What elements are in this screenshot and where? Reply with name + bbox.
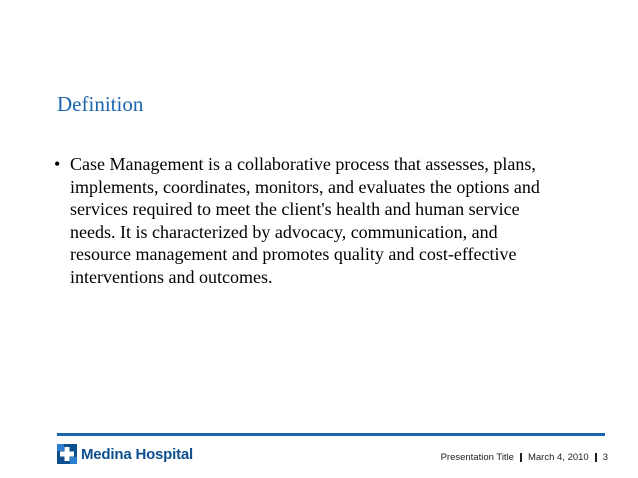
slide-title: Definition [57, 92, 144, 116]
footer-divider [57, 433, 605, 436]
separator [595, 453, 597, 462]
hospital-cross-icon [57, 444, 77, 464]
bullet-text: Case Management is a collaborative process that assesses, plans, implements, coordinates, monitors, and evaluates the options and services required to meet the client's health and human service needs. It is characterized by advocacy, communication, and resource management and promotes quality and cost-effective interventions and outcomes. [70, 154, 540, 287]
footer-meta [441, 452, 608, 463]
presentation-date: March 4, 2010 [527, 452, 589, 463]
bullet-marker: • [54, 154, 61, 174]
logo-text: Medina Hospital [81, 445, 194, 463]
separator [520, 453, 522, 462]
bullet-item [54, 153, 574, 288]
presentation-title: Presentation Title [440, 452, 514, 463]
medina-hospital-logo [57, 444, 193, 464]
page-number: 3 [602, 452, 608, 463]
